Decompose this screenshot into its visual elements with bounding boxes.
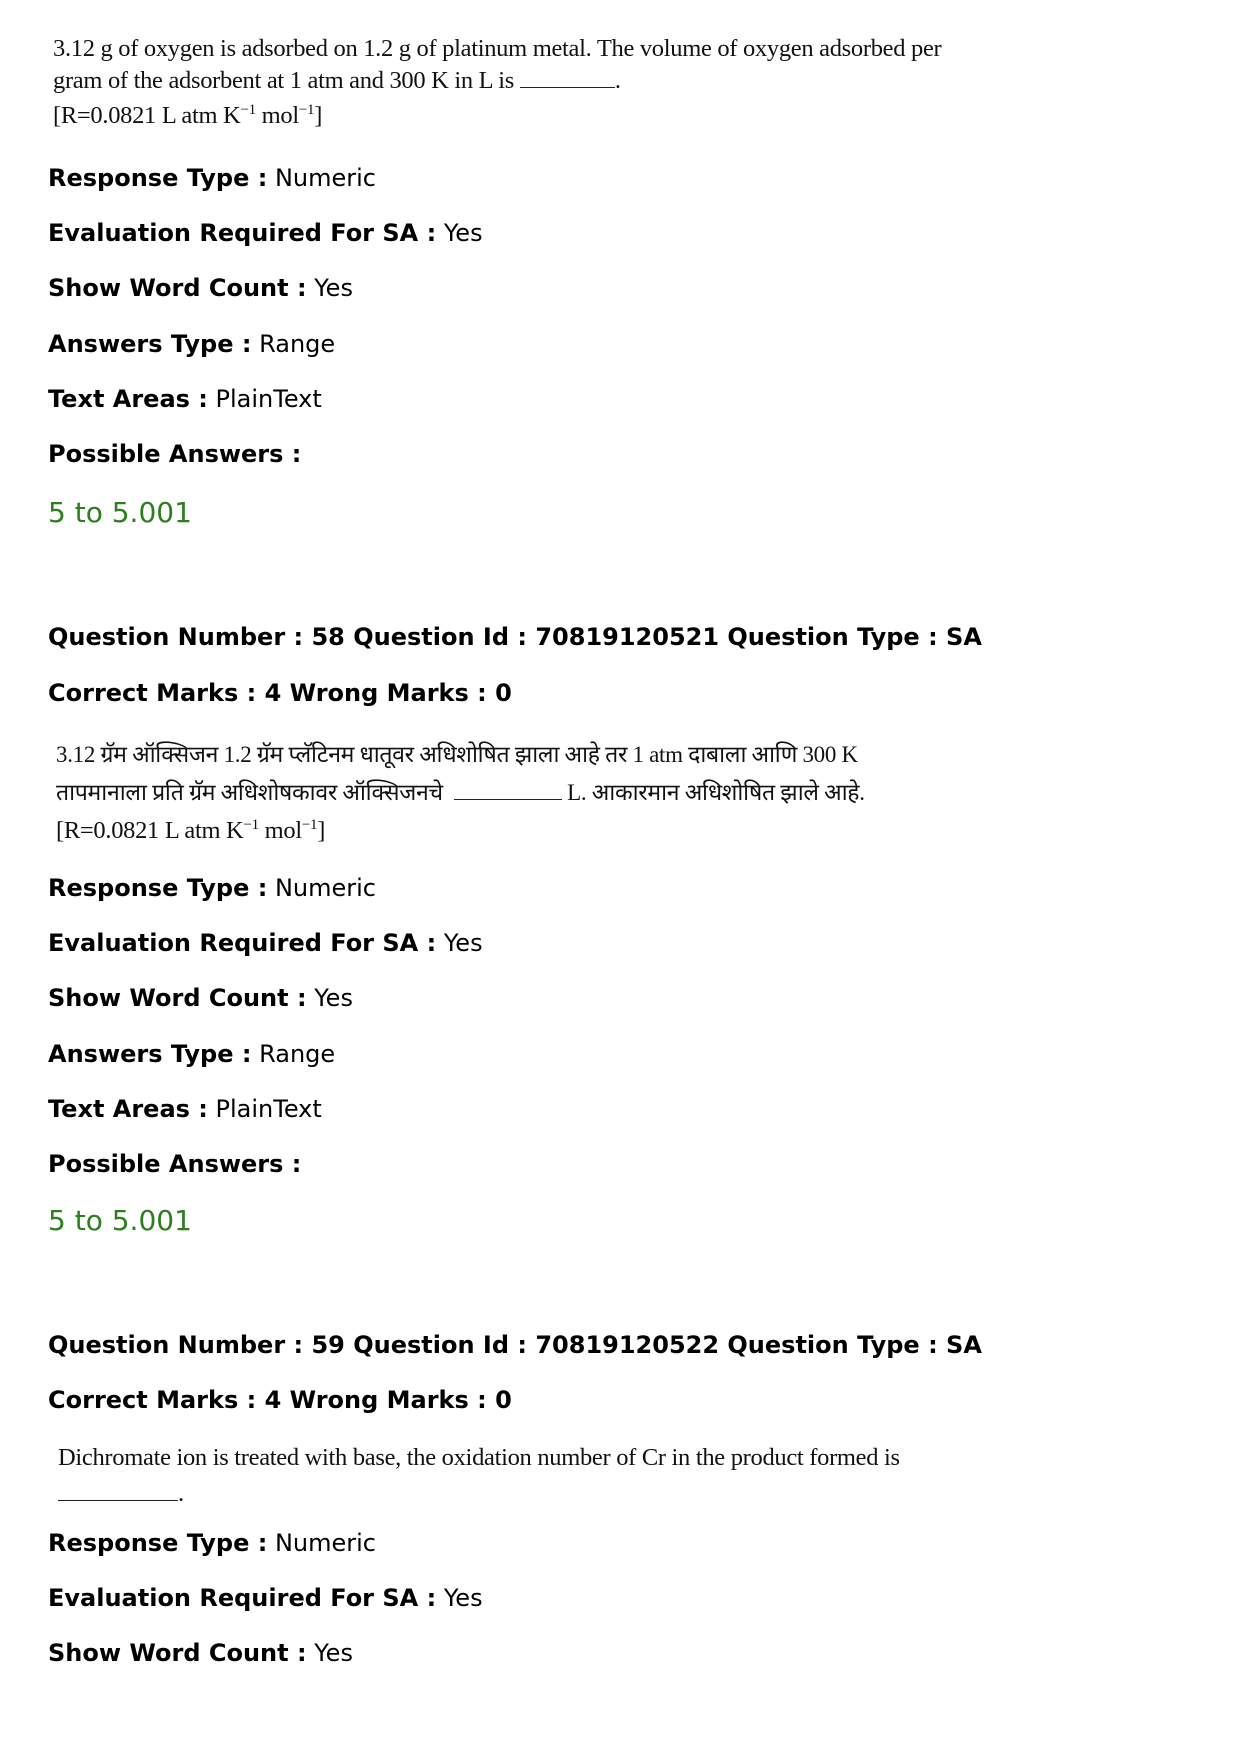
label: Question Id : (353, 623, 527, 651)
q57-question-text (53, 33, 941, 132)
label: Question Id : (353, 1331, 527, 1359)
q57-possible-answer: 5 to 5.001 (48, 496, 192, 529)
q59-text-line1: Dichromate ion is treated with base, the oxidation number of Cr in the product formed is (58, 1444, 900, 1471)
value: Yes (314, 1639, 353, 1667)
q58-show-word-count (48, 983, 353, 1013)
question-number: 58 (311, 623, 345, 651)
label: Wrong Marks : (289, 679, 487, 707)
label: Answers Type : (48, 1040, 252, 1068)
label: Possible Answers : (48, 1150, 302, 1178)
q57-possible-answers-label (48, 439, 301, 469)
q57-text-areas (48, 384, 322, 414)
q57-r-prefix: [R=0.0821 L atm K (53, 102, 241, 129)
answer-blank (58, 1480, 178, 1501)
label: Question Number : (48, 623, 304, 651)
label: Correct Marks : (48, 1386, 257, 1414)
q57-evaluation-required (48, 218, 483, 248)
label: Evaluation Required For SA : (48, 219, 437, 247)
q58-text-areas (48, 1094, 322, 1124)
q59-header (48, 1330, 982, 1360)
question-id: 70819120521 (535, 623, 720, 651)
q59-response-type (48, 1528, 376, 1558)
q57-gas-constant (53, 100, 941, 132)
label: Question Type : (727, 1331, 938, 1359)
value: Yes (314, 984, 353, 1012)
q58-r-prefix: [R=0.0821 L atm K (56, 817, 244, 844)
value: Range (259, 1040, 336, 1068)
question-type: SA (946, 1331, 982, 1359)
q58-header (48, 622, 982, 652)
q58-evaluation-required (48, 928, 483, 958)
wrong-marks: 0 (495, 679, 512, 707)
q57-r-mid: mol (255, 102, 299, 129)
label: Response Type : (48, 874, 268, 902)
label: Response Type : (48, 164, 268, 192)
label: Evaluation Required For SA : (48, 1584, 437, 1612)
q57-text-line1: 3.12 g of oxygen is adsorbed on 1.2 g of platinum metal. The volume of oxygen adsorbed per (53, 35, 942, 62)
question-number: 59 (311, 1331, 345, 1359)
label: Wrong Marks : (289, 1386, 487, 1414)
q57-r-exp2: −1 (298, 102, 315, 118)
question-id: 70819120522 (535, 1331, 720, 1359)
value: PlainText (215, 385, 322, 413)
correct-marks: 4 (264, 1386, 282, 1414)
label: Response Type : (48, 1529, 268, 1557)
value: Yes (443, 929, 483, 957)
value: Numeric (274, 874, 376, 902)
q57-show-word-count (48, 273, 353, 303)
answer-blank (454, 779, 562, 800)
q57-answers-type (48, 329, 335, 359)
value: Yes (314, 274, 353, 302)
q58-text-line1: 3.12 ग्रॅम ऑक्सिजन 1.2 ग्रॅम प्लॅटिनम धातूवर अधिशोषित झाला आहे तर 1 atm दाबाला आणि 300 K (56, 742, 858, 767)
q58-gas-constant (56, 812, 865, 850)
value: Numeric (274, 164, 376, 192)
q58-question-text (56, 736, 865, 850)
q57-r-exp1: −1 (240, 102, 256, 118)
q59-show-word-count (48, 1638, 353, 1668)
value: Yes (443, 219, 483, 247)
q58-text-line2 (56, 774, 865, 812)
q58-r-exp2: −1 (301, 817, 318, 833)
question-type: SA (946, 623, 982, 651)
wrong-marks: 0 (495, 1386, 512, 1414)
label: Question Type : (727, 623, 938, 651)
answer-blank (520, 67, 615, 88)
label: Evaluation Required For SA : (48, 929, 437, 957)
value: Range (259, 330, 336, 358)
q57-text-line2-main: gram of the adsorbent at 1 atm and 300 K in L is (53, 67, 514, 94)
q59-marks (48, 1385, 512, 1415)
q58-r-exp1: −1 (243, 817, 259, 833)
q59-evaluation-required (48, 1583, 483, 1613)
value: Numeric (274, 1529, 376, 1557)
q59-text-line2-end: . (178, 1480, 184, 1507)
label: Question Number : (48, 1331, 304, 1359)
q58-r-suffix: ] (317, 817, 326, 844)
q58-marks (48, 678, 512, 708)
q57-text-line2-end: . (614, 67, 621, 94)
label: Possible Answers : (48, 440, 302, 468)
correct-marks: 4 (264, 679, 282, 707)
q58-response-type (48, 873, 376, 903)
q58-text-line2-start: तापमानाला प्रति ग्रॅम अधिशोषकावर ऑक्सिजनचे (56, 780, 443, 805)
q59-question-text (58, 1440, 900, 1512)
label: Text Areas : (48, 1095, 208, 1123)
label: Show Word Count : (48, 274, 307, 302)
q59-text-line2 (58, 1476, 900, 1512)
label: Correct Marks : (48, 679, 257, 707)
label: Text Areas : (48, 385, 208, 413)
q58-possible-answer: 5 to 5.001 (48, 1204, 192, 1237)
q57-r-suffix: ] (314, 102, 323, 129)
label: Show Word Count : (48, 1639, 307, 1667)
q58-r-mid: mol (258, 817, 302, 844)
q57-text-line2 (53, 65, 941, 97)
q57-response-type (48, 163, 376, 193)
label: Answers Type : (48, 330, 252, 358)
q58-answers-type (48, 1039, 335, 1069)
label: Show Word Count : (48, 984, 307, 1012)
value: PlainText (215, 1095, 322, 1123)
value: Yes (443, 1584, 483, 1612)
q58-text-line2-end: L. आकारमान अधिशोषित झाले आहे. (567, 780, 865, 805)
q58-possible-answers-label (48, 1149, 301, 1179)
